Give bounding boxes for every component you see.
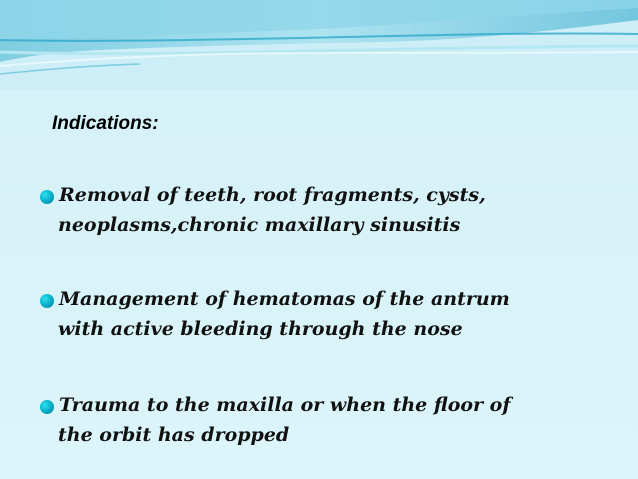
bullet-dot-icon — [40, 400, 54, 414]
bullet-dot-icon — [40, 190, 54, 204]
bullet-item — [40, 180, 610, 240]
bullet-text-line: the orbit has dropped — [58, 424, 290, 446]
bullet-item — [40, 284, 610, 344]
bullet-text-line: Management of hematomas of the antrum — [59, 288, 510, 310]
bullet-text-line: Removal of teeth, root fragments, cysts, — [59, 184, 486, 206]
header-wave-decoration — [0, 0, 638, 90]
slide-heading: Indications: — [52, 113, 159, 134]
bullet-dot-icon — [40, 294, 54, 308]
bullet-text-line: Trauma to the maxilla or when the floor of — [59, 394, 511, 416]
bullet-text-line: with active bleeding through the nose — [58, 318, 463, 340]
bullet-text-line: neoplasms,chronic maxillary sinusitis — [58, 214, 461, 236]
bullet-item — [40, 390, 610, 450]
